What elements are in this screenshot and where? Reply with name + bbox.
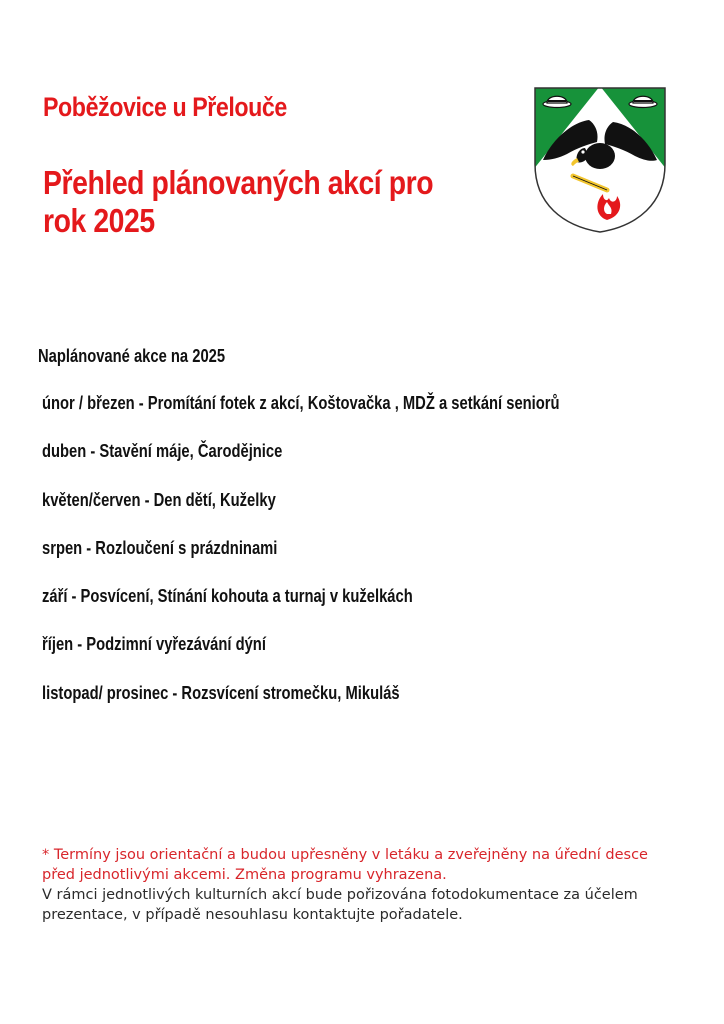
disclaimer-note: * Termíny jsou orientační a budou upřesněny v letáku a zveřejněny na úřední desce před jednotlivými akcemi. Změna programu vyhrazena. bbox=[42, 847, 648, 883]
page-title: Poběžovice u Přelouče bbox=[43, 92, 287, 122]
event-item: květen/červen - Den dětí, Kuželky bbox=[42, 489, 276, 510]
event-item: říjen - Podzimní vyřezávání dýní bbox=[42, 634, 266, 655]
event-item: únor / březen - Promítání fotek z akcí, Koštovačka , MDŽ a setkání seniorů bbox=[42, 393, 560, 413]
photo-notice: V rámci jednotlivých kulturních akcí bude pořizována fotodokumentace za účelem prezentace, v případě nesouhlasu kontaktujte pořadatele. bbox=[42, 887, 638, 923]
event-item: duben - Stavění máje, Čarodějnice bbox=[42, 441, 283, 462]
events-list bbox=[42, 393, 673, 731]
page-subtitle: Přehled plánovaných akcí pro rok 2025 bbox=[43, 164, 434, 239]
events-heading: Naplánované akce na 2025 bbox=[38, 346, 226, 366]
event-item: listopad/ prosinec - Rozsvícení stromečku, Mikuláš bbox=[42, 682, 400, 703]
event-item: srpen - Rozloučení s prázdninami bbox=[42, 537, 278, 558]
footnotes bbox=[42, 845, 682, 925]
event-item: září - Posvícení, Stínání kohouta a turnaj v kuželkách bbox=[42, 586, 413, 607]
coat-of-arms-icon bbox=[533, 86, 667, 234]
